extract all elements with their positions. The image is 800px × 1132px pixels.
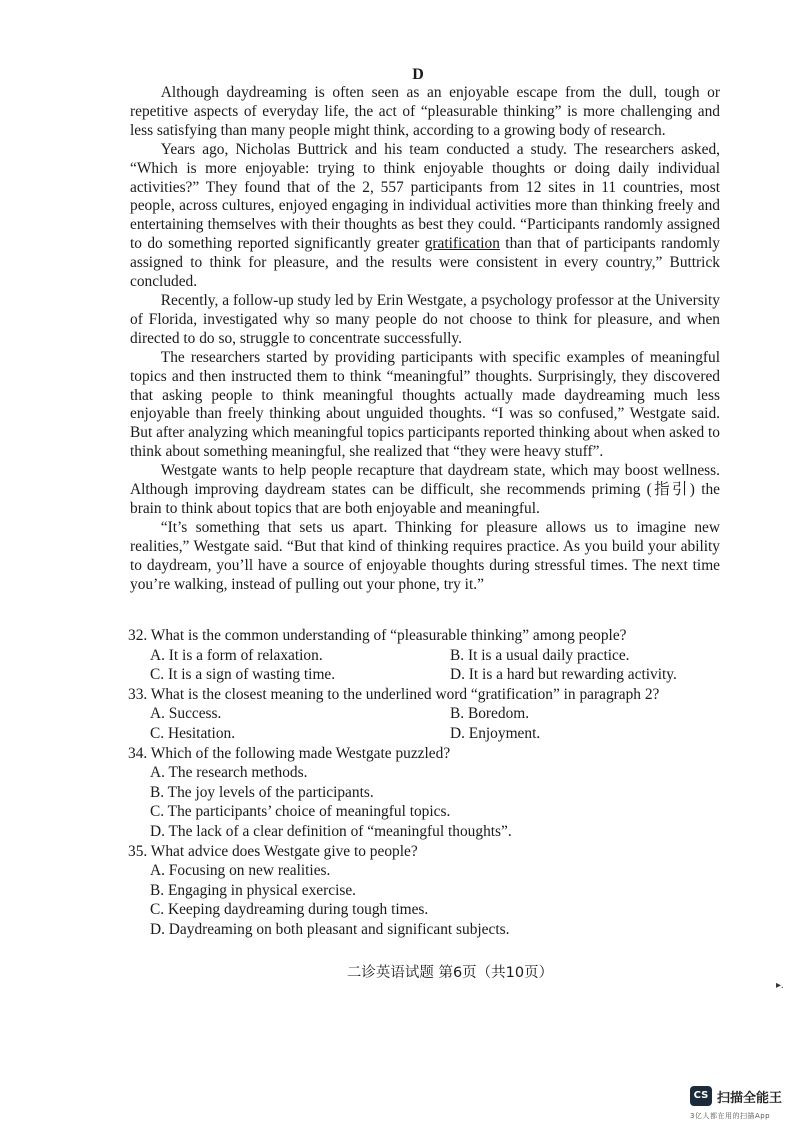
- paragraph-3: Recently, a follow-up study led by Erin Westgate, a psychology professor at the University of Florida, investigated why so many people do not choose to think for pleasure, and when directed to do so, struggle to concentrate successfully.: [130, 291, 720, 347]
- options: [128, 763, 728, 841]
- option-a: A. The research methods.: [150, 764, 308, 782]
- option-a: A. Success.: [150, 705, 222, 723]
- option-b: B. Boredom.: [450, 705, 530, 723]
- page-footer: 二诊英语试题 第6页（共10页）: [346, 965, 554, 981]
- reading-passage: [130, 84, 720, 594]
- options: [128, 704, 728, 743]
- paragraph-6: “It’s something that sets us apart. Thinking for pleasure allows us to imagine new realities,” Westgate said. “But that kind of thinking requires practice. As you build your ability to daydream, you’ll have a source of enjoyable thoughts during stressful times. The next time you’re walking, instead of pulling out your phone, try it.”: [130, 518, 720, 593]
- watermark-subtitle: 3亿人都在用的扫描App: [690, 1112, 771, 1120]
- option-c: C. The participants’ choice of meaningful topics.: [150, 803, 451, 821]
- paragraph-5: Westgate wants to help people recapture that daydream state, which may boost wellness. Although improving daydream states can be difficult, she recommends priming (指引) the brain to think about topics that are both enjoyable and meaningful.: [130, 462, 720, 517]
- option-c: C. It is a sign of wasting time.: [150, 666, 336, 684]
- options: [128, 861, 728, 939]
- watermark-title: 扫描全能王: [717, 1091, 783, 1106]
- question-stem: 33. What is the closest meaning to the underlined word “gratification” in paragraph 2?: [128, 685, 660, 703]
- question-34: [128, 744, 728, 842]
- option-b: B. The joy levels of the participants.: [150, 783, 374, 801]
- option-a: A. It is a form of relaxation.: [150, 646, 323, 664]
- question-stem: 35. What advice does Westgate give to people?: [128, 842, 418, 860]
- question-stem: 34. Which of the following made Westgate puzzled?: [128, 744, 451, 762]
- option-c: C. Hesitation.: [150, 724, 236, 742]
- scanner-watermark: [690, 1086, 800, 1126]
- paragraph-2-text: Years ago, Nicholas Buttrick and his team conducted a study. The researchers asked, “Which is more enjoyable: trying to think enjoyable thoughts or doing daily individual activities?” They found that of the 2, 557 participants from 12 sites in 11 countries, most people, across cultures, enjoyed engaging in individual activities more than thinking freely and entertaining themselves with their thoughts as best they could. “Participants randomly assigned to do something reported significantly greater: [130, 140, 720, 253]
- options: [128, 646, 728, 685]
- option-d: D. Daydreaming on both pleasant and significant subjects.: [150, 920, 510, 938]
- option-c: C. Keeping daydreaming during tough times.: [150, 901, 429, 919]
- question-35: [128, 842, 728, 940]
- option-d: D. It is a hard but rewarding activity.: [450, 666, 677, 684]
- question-list: [128, 626, 728, 940]
- question-33: [128, 685, 728, 744]
- question-32: [128, 626, 728, 685]
- scanner-logo-icon: CS: [690, 1086, 712, 1106]
- paragraph-4: The researchers started by providing participants with specific examples of meaningful topics and then instructed them to think “meaningful” thoughts. Surprisingly, they discovered that asking people to think meaningful thoughts actually made daydreaming much less enjoyable than freely thinking about unguided thoughts. “I was so confused,” Westgate said. But after analyzing which meaningful topics participants reported thinking about when asked to think about something meaningful, she realized that “they were heavy stuff”.: [130, 348, 720, 461]
- question-stem: 32. What is the common understanding of “pleasurable thinking” among people?: [128, 627, 627, 644]
- corner-mark: ▸.: [776, 980, 784, 991]
- option-b: B. Engaging in physical exercise.: [150, 881, 357, 899]
- underlined-word: gratification: [424, 235, 500, 253]
- option-d: D. The lack of a clear definition of “meaningful thoughts”.: [150, 822, 512, 840]
- option-a: A. Focusing on new realities.: [150, 862, 331, 880]
- option-d: D. Enjoyment.: [450, 724, 541, 742]
- paragraph-2: [130, 141, 720, 292]
- option-b: B. It is a usual daily practice.: [450, 646, 630, 664]
- section-heading: D: [412, 66, 424, 83]
- paragraph-2-tail: than that of participants randomly assigned to think for pleasure, and the results were consistent in every country,” Buttrick concluded.: [130, 235, 720, 291]
- paragraph-1: Although daydreaming is often seen as an enjoyable escape from the dull, tough or repetitive aspects of everyday life, the act of “pleasurable thinking” is more challenging and less satisfying than many people might think, according to a growing body of research.: [130, 84, 720, 139]
